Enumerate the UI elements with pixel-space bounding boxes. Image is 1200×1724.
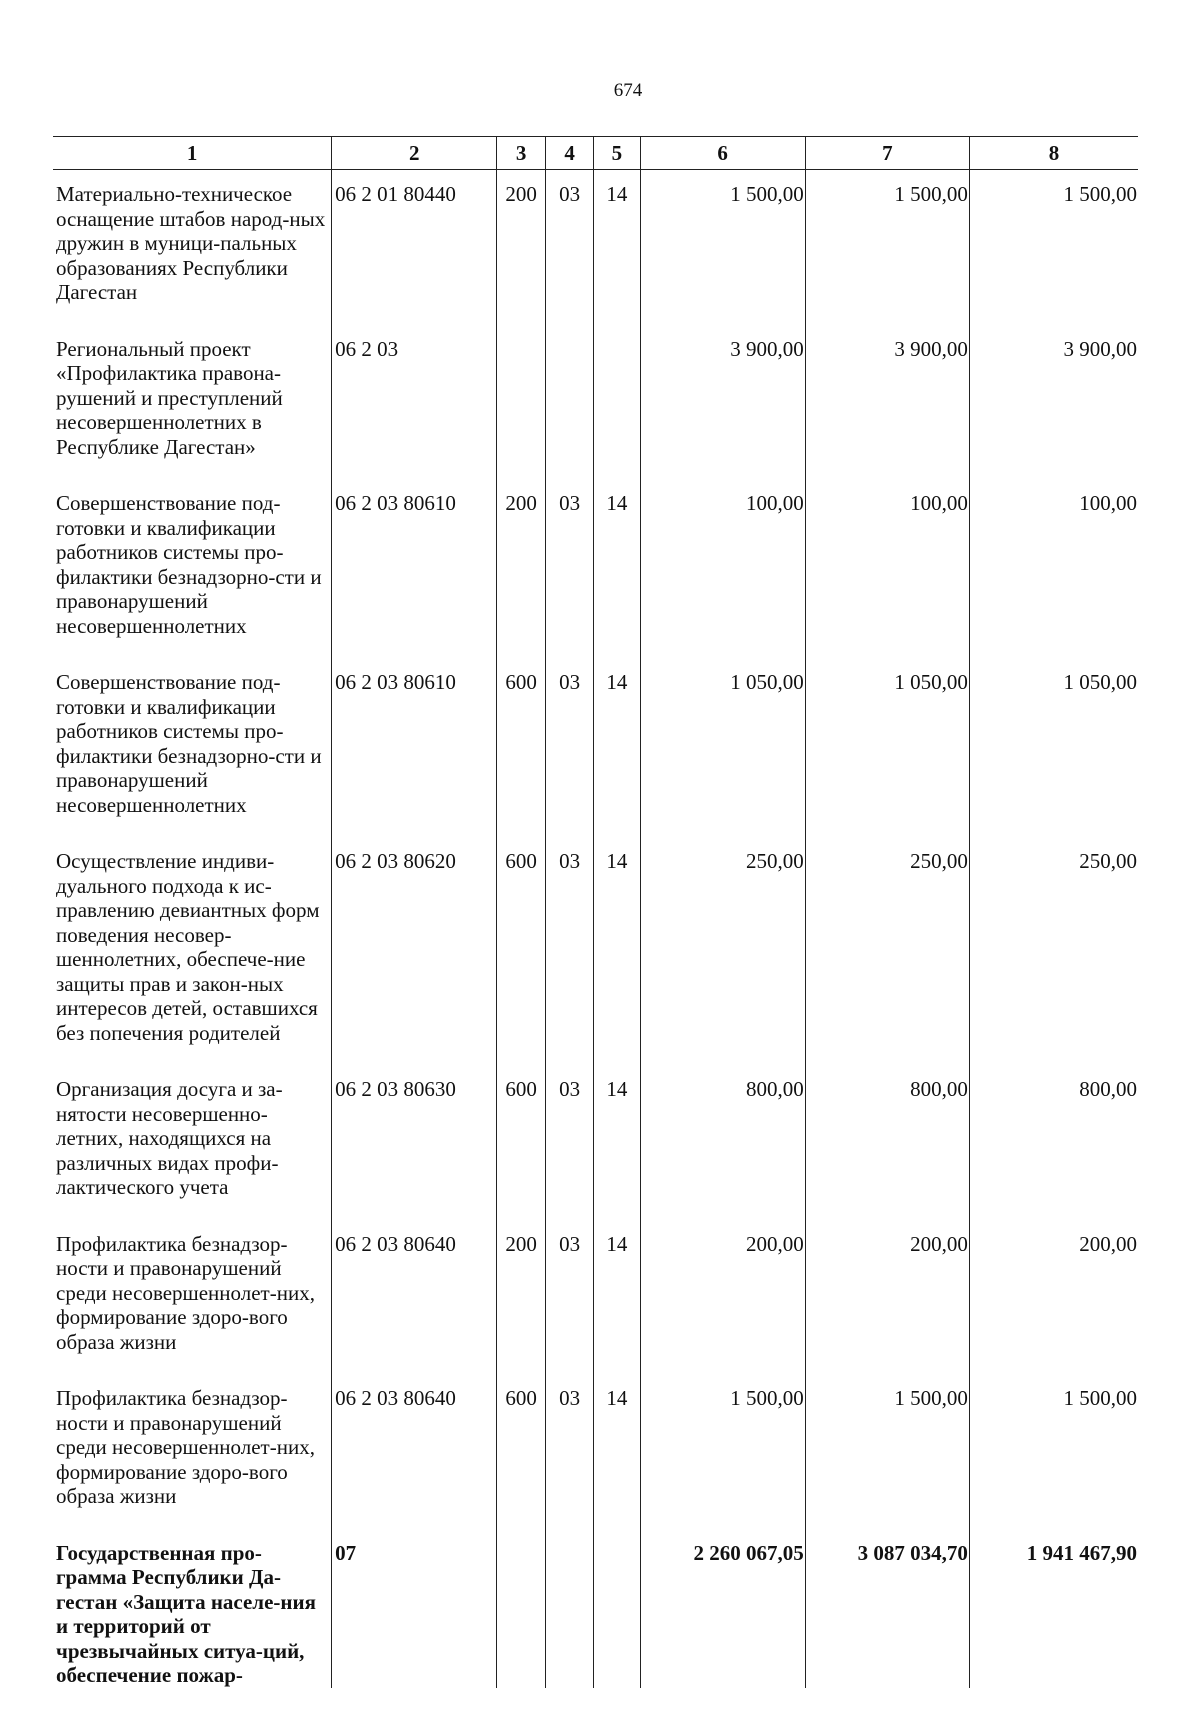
row-name-cell: Организация досуга и за-нятости несовершенно-летних, находящихся на различных видах профи-лактического учета	[56, 1077, 283, 1199]
row-col3-cell	[497, 1529, 545, 1688]
row-amount8-cell: 1 500,00	[969, 1374, 1138, 1529]
row-col5-cell: 14	[594, 1220, 640, 1375]
row-amount7-cell: 3 087 034,70	[805, 1529, 969, 1688]
row-code-cell: 06 2 03 80640	[332, 1220, 497, 1375]
row-amount6-cell: 100,00	[640, 479, 805, 658]
row-col5-cell: 14	[594, 1065, 640, 1220]
row-amount6-cell: 1 500,00	[640, 170, 805, 325]
row-col5-cell	[594, 325, 640, 480]
row-name-cell: Совершенствование под-готовки и квалификации работников системы про-филактики безнадзорно-сти и правонарушений несовершеннолетних	[56, 491, 322, 638]
row-amount7-cell: 100,00	[805, 479, 969, 658]
row-amount7-cell: 800,00	[805, 1065, 969, 1220]
row-col4-cell: 03	[545, 1220, 593, 1375]
row-code-cell: 06 2 03 80640	[332, 1374, 497, 1529]
row-amount8-cell: 1 941 467,90	[969, 1529, 1138, 1688]
row-code-cell: 06 2 03 80630	[332, 1065, 497, 1220]
row-name-cell: Профилактика безнадзор-ности и правонарушений среди несовершеннолет-них, формирование здоро-вого образа жизни	[56, 1386, 315, 1508]
row-amount6-cell: 250,00	[640, 837, 805, 1065]
table-row	[53, 1220, 1138, 1375]
header-col-8: 8	[969, 137, 1138, 170]
header-col-5: 5	[594, 137, 640, 170]
table-row	[53, 479, 1138, 658]
row-col4-cell: 03	[545, 1374, 593, 1529]
header-col-7: 7	[805, 137, 969, 170]
row-col4-cell: 03	[545, 1065, 593, 1220]
row-name-cell: Осуществление индиви-дуального подхода к ис-правлению девиантных форм поведения несовер-шеннолетних, обеспече-ние защиты прав и закон-ных интересов детей, оставшихся без попечения родителей	[56, 849, 320, 1045]
row-col5-cell: 14	[594, 837, 640, 1065]
row-col5-cell: 14	[594, 479, 640, 658]
row-amount8-cell: 1 500,00	[969, 170, 1138, 325]
row-code-cell: 06 2 03	[332, 325, 497, 480]
row-col3-cell: 600	[497, 658, 545, 837]
page-number: 674	[613, 80, 643, 101]
row-col4-cell: 03	[545, 658, 593, 837]
table-body	[53, 170, 1138, 1688]
budget-table	[53, 136, 1138, 1688]
row-amount6-cell: 1 050,00	[640, 658, 805, 837]
row-amount7-cell: 250,00	[805, 837, 969, 1065]
row-code-cell: 07	[332, 1529, 497, 1688]
table-row	[53, 658, 1138, 837]
row-amount8-cell: 1 050,00	[969, 658, 1138, 837]
row-col3-cell: 200	[497, 170, 545, 325]
row-col4-cell	[545, 1529, 593, 1688]
row-amount7-cell: 200,00	[805, 1220, 969, 1375]
table-header-row	[53, 137, 1138, 170]
row-amount8-cell: 100,00	[969, 479, 1138, 658]
header-col-2: 2	[332, 137, 497, 170]
row-col5-cell	[594, 1529, 640, 1688]
row-name-cell: Региональный проект «Профилактика правона-рушений и преступлений несовершеннолетних в Республике Дагестан»	[56, 336, 283, 459]
row-amount7-cell: 1 050,00	[805, 658, 969, 837]
row-code-cell: 06 2 03 80610	[332, 479, 497, 658]
row-name-cell: Совершенствование под-готовки и квалификации работников системы про-филактики безнадзорно-сти и правонарушений несовершеннолетних	[56, 670, 322, 817]
row-amount8-cell: 800,00	[969, 1065, 1138, 1220]
header-col-3: 3	[497, 137, 545, 170]
row-amount7-cell: 1 500,00	[805, 1374, 969, 1529]
row-col4-cell: 03	[545, 170, 593, 325]
row-amount6-cell: 2 260 067,05	[640, 1529, 805, 1688]
row-col3-cell: 200	[497, 1220, 545, 1375]
row-code-cell: 06 2 03 80620	[332, 837, 497, 1065]
row-amount7-cell: 3 900,00	[805, 325, 969, 480]
row-col5-cell: 14	[594, 658, 640, 837]
row-col3-cell	[497, 325, 545, 480]
row-amount6-cell: 1 500,00	[640, 1374, 805, 1529]
row-col3-cell: 600	[497, 837, 545, 1065]
row-col4-cell	[545, 325, 593, 480]
row-col3-cell: 600	[497, 1065, 545, 1220]
row-col5-cell: 14	[594, 1374, 640, 1529]
row-name-cell: Государственная про-грамма Республики Да-гестан «Защита населе-ния и территорий от чрезвычайных ситуа-ций, обеспечение пожар-	[56, 1540, 316, 1687]
row-amount8-cell: 200,00	[969, 1220, 1138, 1375]
header-col-6: 6	[640, 137, 805, 170]
row-amount6-cell: 200,00	[640, 1220, 805, 1375]
row-col4-cell: 03	[545, 479, 593, 658]
table-row	[53, 170, 1138, 325]
row-col4-cell: 03	[545, 837, 593, 1065]
row-col3-cell: 200	[497, 479, 545, 658]
row-amount6-cell: 3 900,00	[640, 325, 805, 480]
row-amount6-cell: 800,00	[640, 1065, 805, 1220]
header-col-1: 1	[53, 137, 332, 170]
row-name-cell: Профилактика безнадзор-ности и правонарушений среди несовершеннолет-них, формирование здоро-вого образа жизни	[56, 1231, 315, 1354]
table-row	[53, 1065, 1138, 1220]
row-amount7-cell: 1 500,00	[805, 170, 969, 325]
row-code-cell: 06 2 03 80610	[332, 658, 497, 837]
row-amount8-cell: 250,00	[969, 837, 1138, 1065]
row-name-cell: Материально-техническое оснащение штабов народ-ных дружин в муници-пальных образованиях Республики Дагестан	[56, 182, 326, 304]
table-row	[53, 1374, 1138, 1529]
table-row	[53, 837, 1138, 1065]
header-col-4: 4	[545, 137, 593, 170]
table-row	[53, 1529, 1138, 1688]
row-col3-cell: 600	[497, 1374, 545, 1529]
row-col5-cell: 14	[594, 170, 640, 325]
row-amount8-cell: 3 900,00	[969, 325, 1138, 480]
table-row	[53, 325, 1138, 480]
row-code-cell: 06 2 01 80440	[332, 170, 497, 325]
